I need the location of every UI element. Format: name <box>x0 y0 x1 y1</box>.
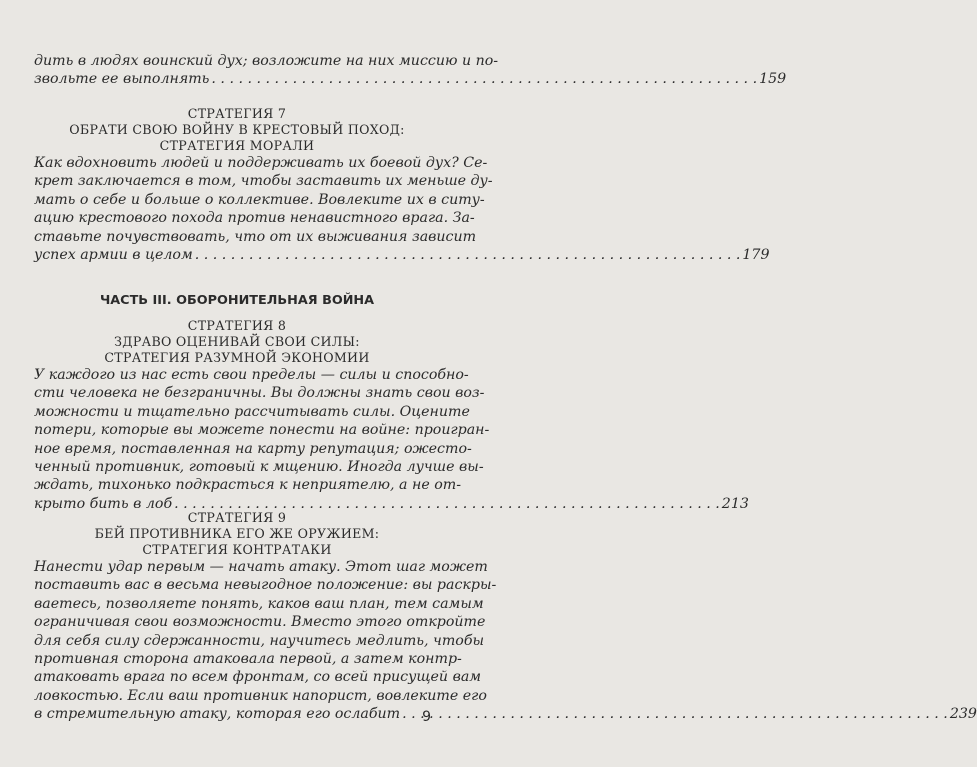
strategy-9-heading <box>34 510 440 558</box>
toc-page-number: 239 <box>949 706 977 723</box>
description-line: можности и тщательно рассчитывать силы. Оцените <box>34 403 470 420</box>
description-line: потери, которые вы можете понести на войне: проигран- <box>34 422 490 439</box>
description-line: ставьте почувствовать, что от их выживания зависит <box>34 228 477 245</box>
part-3-heading: ЧАСТЬ III. ОБОРОНИТЕЛЬНАЯ ВОЙНА <box>99 293 375 308</box>
leader-dots <box>211 70 757 88</box>
description-line: ловкостью. Если ваш противник напорист, вовлеките его <box>34 687 487 704</box>
description-line: У каждого из нас есть свои пределы — силы и способно- <box>34 367 469 383</box>
description-line: сти человека не безграничны. Вы должны знать свои воз- <box>34 385 485 402</box>
strategy-subtitle: СТРАТЕГИЯ КОНТРАТАКИ <box>142 542 332 557</box>
strategy-7-heading <box>34 106 440 154</box>
description-line: мать о себе и больше о коллективе. Вовлеките их в ситу- <box>34 191 485 208</box>
intro-line: дить в людях воинский дух; возложите на них миссию и по- <box>34 53 499 69</box>
toc-entry-strategy-9 <box>34 705 977 723</box>
leader-dots <box>195 246 741 264</box>
description-line: крет заключается в том, чтобы заставить их меньше ду- <box>34 173 493 190</box>
toc-entry-intro <box>34 70 787 88</box>
description-line: ограничивая свои возможности. Вместо этого откройте <box>34 614 486 631</box>
toc-page-number: 179 <box>742 247 770 264</box>
strategy-8-description <box>34 366 749 513</box>
description-line: противная сторона атаковала первой, а затем контр- <box>34 651 462 668</box>
toc-entry-text: в стремительную атаку, которая его ослабит <box>34 706 401 723</box>
toc-page-number: 213 <box>721 495 749 512</box>
intro-paragraph <box>34 52 787 89</box>
description-line: ацию крестового похода против ненавистного врага. За- <box>34 210 475 227</box>
description-line: ждать, тихонько подкрасться к неприятелю, а не от- <box>34 477 462 494</box>
strategy-7-description <box>34 154 770 264</box>
description-line: для себя силу сдержанности, научитесь медлить, чтобы <box>34 632 485 649</box>
toc-entry-text: звольте ее выполнять <box>34 71 210 88</box>
strategy-number: СТРАТЕГИЯ 9 <box>187 510 287 525</box>
strategy-subtitle: СТРАТЕГИЯ МОРАЛИ <box>159 138 315 153</box>
strategy-subtitle: СТРАТЕГИЯ РАЗУМНОЙ ЭКОНОМИИ <box>104 350 370 365</box>
description-line: ное время, поставленная на карту репутация; ожесто- <box>34 440 472 457</box>
description-line: ченный противник, готовый к мщению. Иногда лучше вы- <box>34 459 484 476</box>
strategy-title: ОБРАТИ СВОЮ ВОЙНУ В КРЕСТОВЫЙ ПОХОД: <box>69 122 405 137</box>
toc-entry-text: успех армии в целом <box>34 247 193 264</box>
description-line: Как вдохновить людей и поддерживать их боевой дух? Се- <box>34 155 488 171</box>
toc-entry-strategy-7 <box>34 246 770 264</box>
description-line: ваетесь, позволяете понять, каков ваш план, тем самым <box>34 595 484 612</box>
description-line: Нанести удар первым — начать атаку. Этот шаг может <box>34 559 488 575</box>
strategy-number: СТРАТЕГИЯ 8 <box>187 318 287 333</box>
strategy-9-description <box>34 558 977 724</box>
strategy-number: СТРАТЕГИЯ 7 <box>187 106 287 121</box>
description-line: поставить вас в весьма невыгодное положение: вы раскры- <box>34 577 497 594</box>
description-line: атаковать врага по всем фронтам, со всей присущей вам <box>34 669 482 686</box>
toc-entry-text: крыто бить в лоб <box>34 495 173 512</box>
toc-page-number: 159 <box>759 71 787 88</box>
strategy-title: ЗДРАВО ОЦЕНИВАЙ СВОИ СИЛЫ: <box>114 334 360 349</box>
leader-dots <box>402 705 948 723</box>
strategy-title: БЕЙ ПРОТИВНИКА ЕГО ЖЕ ОРУЖИЕМ: <box>94 526 380 541</box>
page-number: 9 <box>422 709 431 725</box>
strategy-8-heading <box>34 318 440 366</box>
